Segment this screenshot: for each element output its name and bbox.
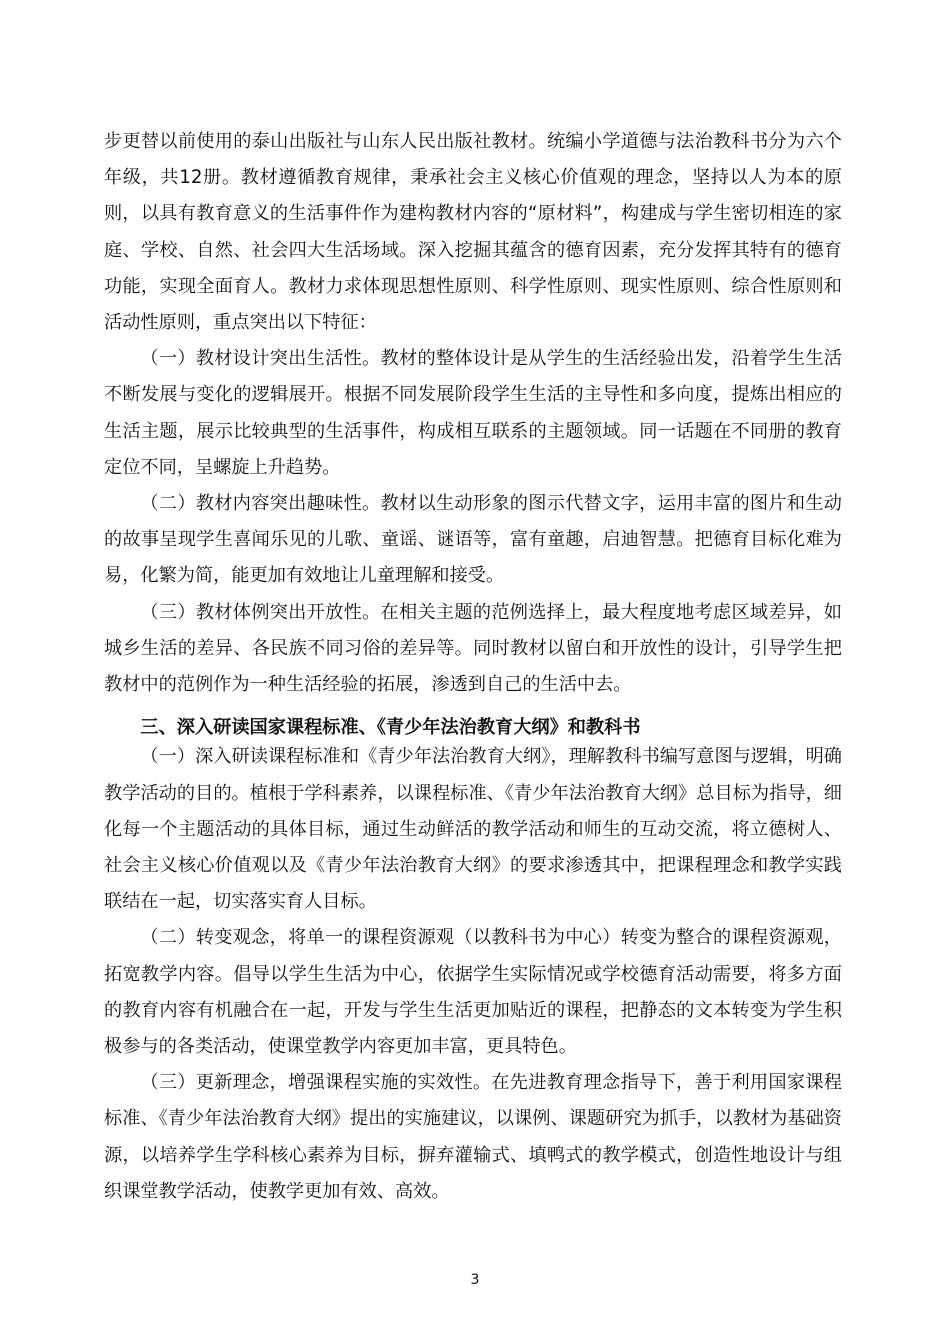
paragraph-section-3: （三）更新理念，增强课程实施的实效性。在先进教育理念指导下，善于利用国家课程标准、《青少年法治教育大纲》提出的实施建议，以课例、课题研究为抓手，以教材为基础资源，以培养学生学科核心素养为目标，摒弃灌输式、填鸭式的教学模式，创造性地设计与组织课堂教学活动，使教学更加有效、高效。 (104, 1072, 842, 1202)
paragraph-section-1: （一）深入研读课程标准和《青少年法治教育大纲》，理解教科书编写意图与逻辑，明确教学活动的目的。植根于学科素养，以课程标准、《青少年法治教育大纲》总目标为指导，细化每一个主题活动的具体目标，通过生动鲜活的教学活动和师生的互动交流，将立德树人、社会主义核心价值观以及《青少年法治教育大纲》的要求渗透其中，把课程理念和教学实践联结在一起，切实落实育人目标。 (104, 746, 842, 913)
paragraph-continued: 步更替以前使用的泰山出版社与山东人民出版社教材。统编小学道德与法治教科书分为六个年级，共12册。教材遵循教育规律，秉承社会主义核心价值观的理念，坚持以人为本的原则，以具有教育意义的生活事件作为建构教材内容的“原材料”，构建成与学生密切相连的家庭、学校、自然、社会四大生活场域。深入挖掘其蕴含的德育因素，充分发挥其特有的德育功能，实现全面育人。教材力求体现思想性原则、科学性原则、现实性原则、综合性原则和活动性原则，重点突出以下特征： (104, 131, 842, 334)
paragraph-feature-3: （三）教材体例突出开放性。在相关主题的范例选择上，最大程度地考虑区域差异，如城乡生活的差异、各民族不同习俗的差异等。同时教材以留白和开放性的设计，引导学生把教材中的范例作为一种生活经验的拓展，渗透到自己的生活中去。 (104, 601, 842, 696)
paragraph-feature-1: （一）教材设计突出生活性。教材的整体设计是从学生的生活经验出发，沿着学生生活不断发展与变化的逻辑展开。根据不同发展阶段学生生活的主导性和多向度，提炼出相应的生活主题，展示比较典型的生活事件，构成相互联系的主题领域。同一话题在不同册的教育定位不同，呈螺旋上升趋势。 (104, 348, 842, 478)
section-heading: 三、深入研读国家课程标准、《青少年法治教育大纲》和教科书 (140, 717, 641, 739)
page-number: 3 (470, 1272, 480, 1288)
page-body (104, 124, 842, 1210)
paragraph-feature-2: （二）教材内容突出趣味性。教材以生动形象的图示代替文字，运用丰富的图片和生动的故事呈现学生喜闻乐见的儿歌、童谣、谜语等，富有童趣，启迪智慧。把德育目标化难为易，化繁为简，能更加有效地让儿童理解和接受。 (104, 493, 842, 587)
paragraph-section-2: （二）转变观念，将单一的课程资源观（以教科书为中心）转变为整合的课程资源观，拓宽教学内容。倡导以学生生活为中心，依据学生实际情况或学校德育活动需要，将多方面的教育内容有机融合在一起，开发与学生生活更加贴近的课程，把静态的文本转变为学生积极参与的各类活动，使课堂教学内容更加丰富，更具特色。 (104, 927, 842, 1058)
